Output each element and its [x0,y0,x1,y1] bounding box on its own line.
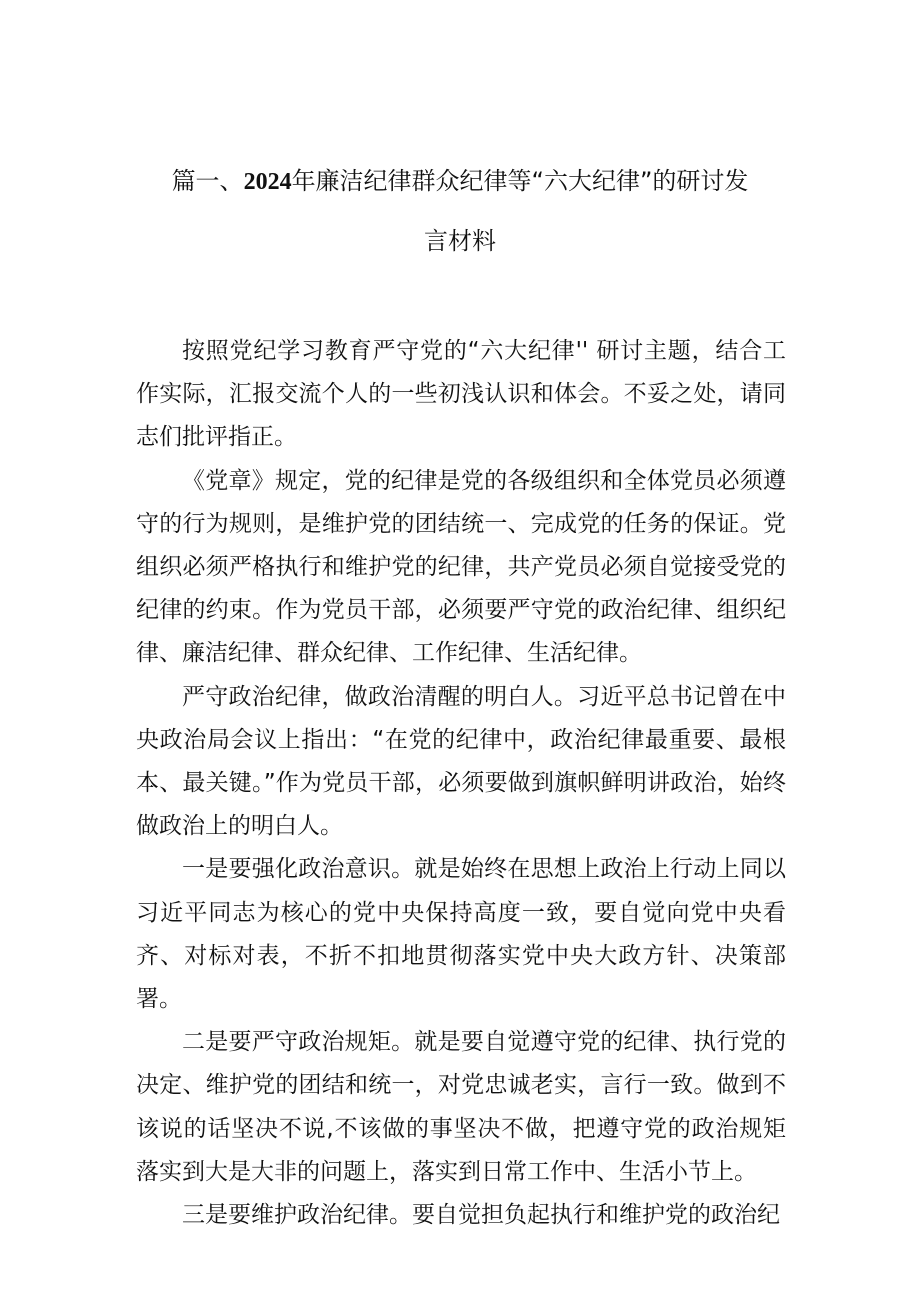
paragraph-point-one: 一是要强化政治意识。就是始终在思想上政治上行动上同以习近平同志为核心的党中央保持高度一致，要自觉向党中央看齐、对标对表，不折不扣地贯彻落实党中央大政方针、决策部署。 [136,856,786,1013]
paragraph-party-constitution: 《党章》规定，党的纪律是党的各级组织和全体党员必须遵守的行为规则，是维护党的团结统一、完成党的任务的保证。党组织必须严格执行和维护党的纪律，共产党员必须自觉接受党的纪律的约束。作为党员干部，必须要严守党的政治纪律、组织纪律、廉洁纪律、群众纪律、工作纪律、生活纪律。 [136,467,786,667]
paragraph-point-two: 二是要严守政治规矩。就是要自觉遵守党的纪律、执行党的决定、维护党的团结和统一，对党忠诚老实，言行一致。做到不该说的话坚决不说,不该做的事坚决不做，把遵守党的政治规矩落实到大是大非的问题上，落实到日常工作中、生活小节上。 [136,1029,786,1185]
title-year: 2024 [243,169,292,195]
title-rest: 年廉洁纪律群众纪律等“六大纪律”的研讨发 [291,167,749,195]
document-title-line-2: 言材料 [424,227,496,255]
paragraph-point-three: 三是要维护政治纪律。要自觉担负起执行和维护党的政治纪 [182,1202,780,1229]
document-body [136,330,786,1237]
paragraph-political-discipline: 严守政治纪律，做政治清醒的明白人。习近平总书记曾在中央政治局会议上指出：“在党的纪律中，政治纪律最重要、最根本、最关键。”作为党员干部，必须要做到旗帜鲜明讲政治，始终做政治上的明白人。 [136,683,786,840]
document-title-line-1 [0,166,920,197]
paragraph-intro: 按照党纪学习教育严守党的“六大纪律'' 研讨主题，结合工作实际，汇报交流个人的一些初浅认识和体会。不妥之处，请同志们批评指正。 [136,338,786,451]
title-prefix: 篇一、 [171,167,244,195]
